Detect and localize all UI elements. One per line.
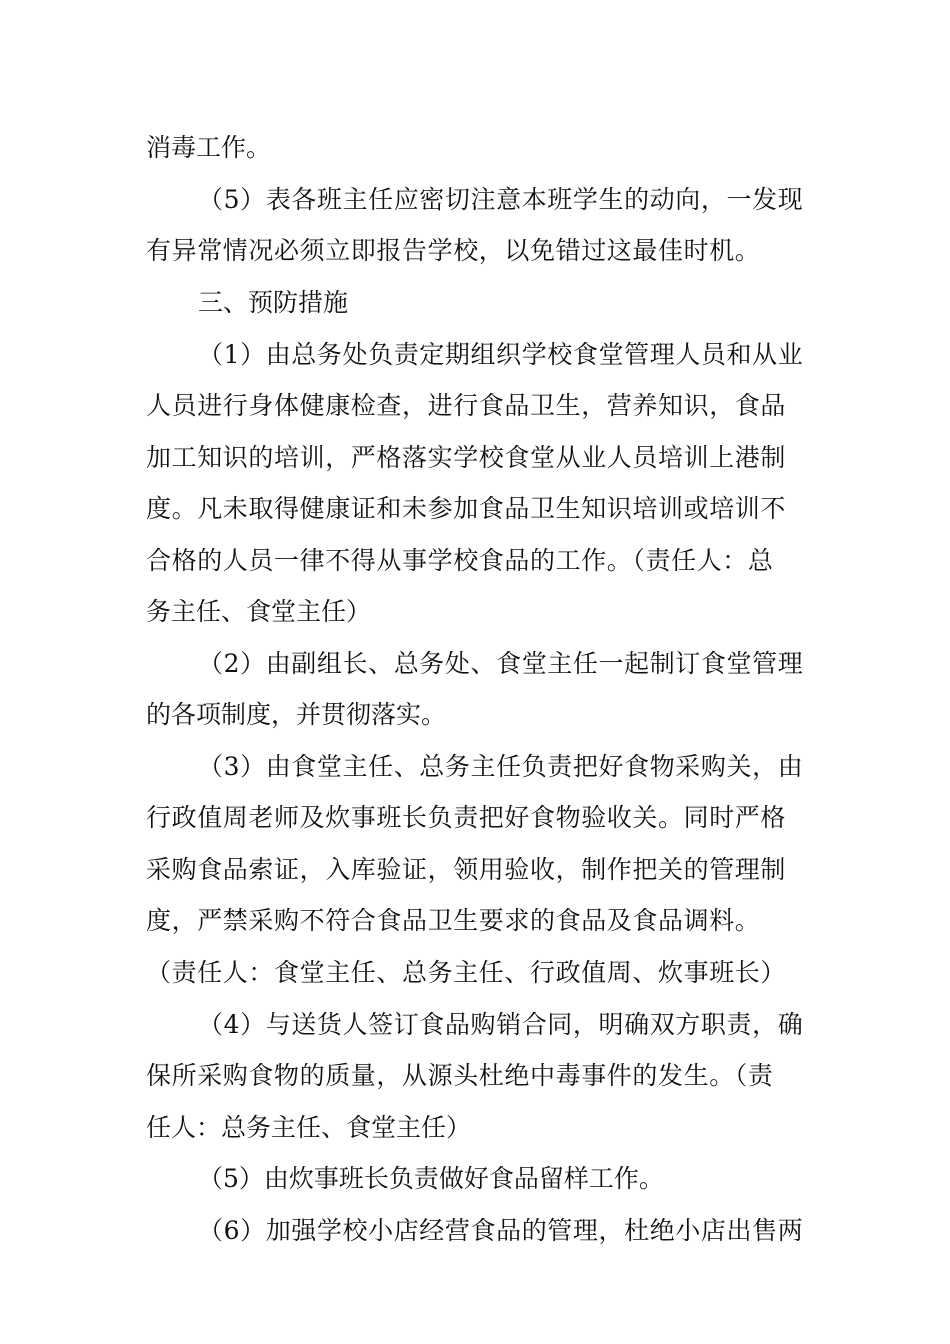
text-line: 度。凡未取得健康证和未参加食品卫生知识培训或培训不: [146, 494, 787, 523]
text-line: （责任人：食堂主任、总务主任、行政值周、炊事班长）: [146, 958, 787, 987]
text-line: 采购食品索证，入库验证，领用验收，制作把关的管理制: [146, 855, 787, 884]
text-line: 的各项制度，并贯彻落实。: [146, 700, 447, 729]
text-line: 人员进行身体健康检查，进行食品卫生，营养知识，食品: [146, 391, 787, 420]
text-line: 行政值周老师及炊事班长负责把好食物验收关。同时严格: [146, 803, 787, 832]
text-line: （6）加强学校小店经营食品的管理，杜绝小店出售两: [198, 1216, 804, 1245]
text-line: 加工知识的培训，严格落实学校食堂从业人员培训上港制: [146, 443, 787, 472]
text-line: 任人：总务主任、食堂主任）: [146, 1113, 472, 1142]
text-line: 消毒工作。: [146, 133, 272, 162]
text-line: 保所采购食物的质量，从源头杜绝中毒事件的发生。（责: [146, 1061, 774, 1090]
text-line: 务主任、食堂主任）: [146, 597, 372, 626]
text-line: 合格的人员一律不得从事学校食品的工作。（责任人：总: [146, 546, 774, 575]
text-line: 有异常情况必须立即报告学校，以免错过这最佳时机。: [146, 236, 761, 265]
text-line: （1）由总务处负责定期组织学校食堂管理人员和从业: [198, 340, 804, 369]
text-line: （3）由食堂主任、总务主任负责把好食物采购关，由: [198, 752, 804, 781]
section-heading: 三、预防措施: [198, 288, 349, 317]
text-line: （5）由炊事班长负责做好食品留样工作。: [198, 1164, 664, 1193]
text-line: （4）与送货人签订食品购销合同，明确双方职责，确: [198, 1010, 804, 1039]
text-line: 度，严禁采购不符合食品卫生要求的食品及食品调料。: [146, 906, 761, 935]
text-line: （2）由副组长、总务处、食堂主任一起制订食堂管理: [198, 649, 804, 678]
text-line: （5）表各班主任应密切注意本班学生的动向，一发现: [198, 185, 804, 214]
